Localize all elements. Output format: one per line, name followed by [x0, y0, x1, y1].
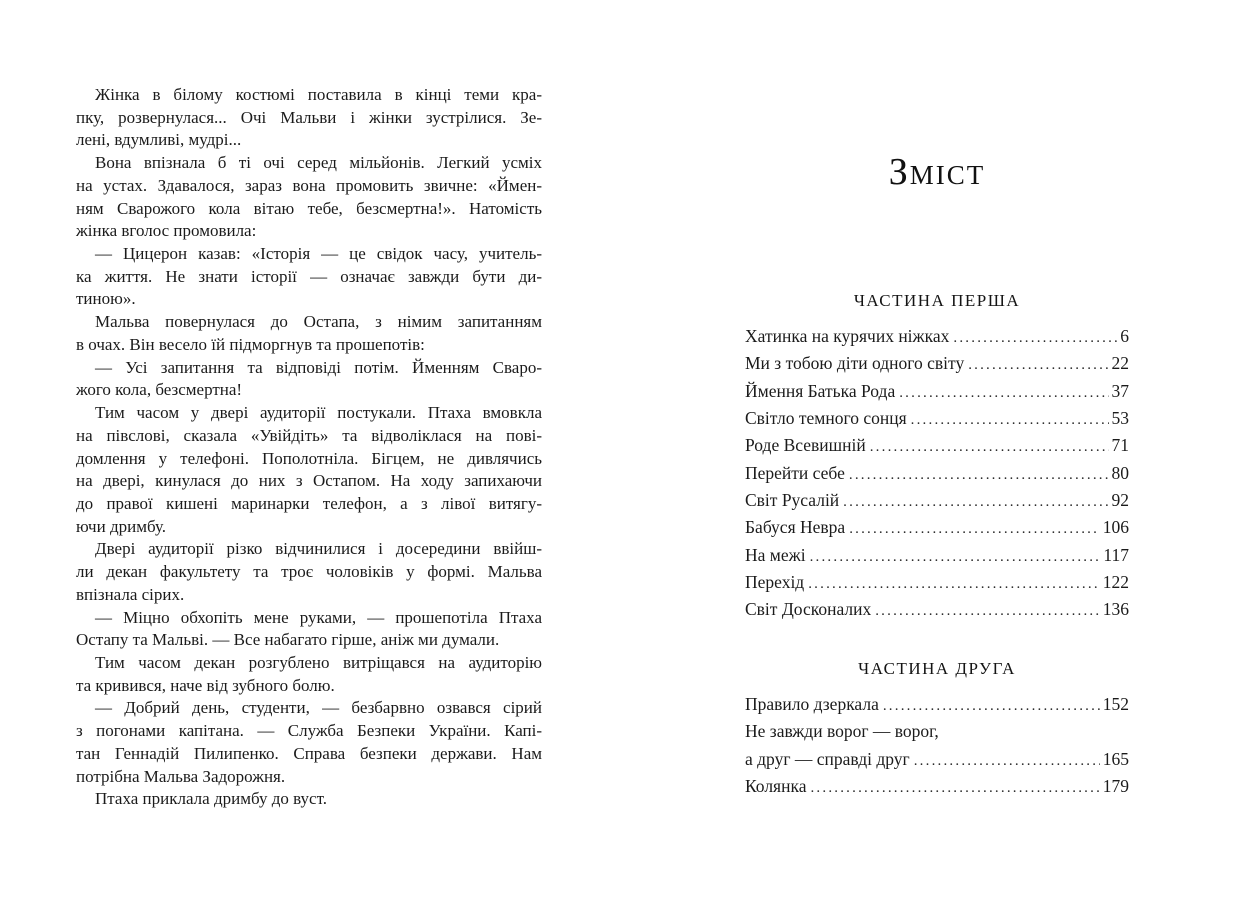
text-line: — Добрий день, студенти, — безбарвно озвався сірий — [95, 698, 542, 718]
text-line: впізнала сірих. — [76, 584, 185, 604]
text-line: ням Сварожого кола вітаю тебе, безсмертна!». Натомість — [76, 198, 542, 218]
toc-entry — [745, 353, 1129, 380]
text-line: — Цицерон казав: «Історія — це свідок часу, учитель- — [95, 244, 542, 264]
dot-leader — [849, 517, 1100, 538]
toc-entry — [745, 572, 1129, 599]
page-number: 122 — [1102, 572, 1129, 593]
toc-entry-title: Перехід — [745, 572, 805, 593]
text-line: Вона впізнала б ті очі серед мільйонів. Легкий усміх — [95, 153, 542, 173]
text-line: до правої кишені маринарки телефон, а з лівої витягу- — [76, 493, 542, 513]
page-number: 136 — [1102, 599, 1129, 620]
text-line: ли декан факультету та троє чоловіків у формі. Мальва — [76, 562, 542, 582]
toc-entry — [745, 599, 1129, 626]
text-line: та кривився, наче від зубного болю. — [76, 675, 335, 695]
text-line: Тим часом у двері аудиторії постукали. Птаха вмовкла — [95, 403, 542, 423]
left-page — [76, 84, 542, 811]
toc-entry-title: Світло темного сонця — [745, 408, 907, 429]
toc-entry — [745, 694, 1129, 721]
text-line: ючи дримбу. — [76, 516, 167, 536]
toc-entry — [745, 326, 1129, 353]
toc-entry — [745, 776, 1129, 803]
text-line: жого кола, безсмертна! — [76, 380, 243, 400]
toc-section — [745, 658, 1129, 803]
text-line: Птаха приклала дримбу до вуст. — [95, 789, 327, 809]
toc-entry — [745, 721, 1129, 748]
toc-entry-title: а друг — справді друг — [745, 748, 910, 769]
toc-entry — [745, 435, 1129, 462]
toc-section — [745, 290, 1129, 627]
toc-entry-title: Роде Всевишній — [745, 435, 866, 456]
page-number: 71 — [1111, 435, 1129, 456]
text-line: Двері аудиторії різко відчинилися і досередини ввійш- — [95, 539, 542, 559]
text-line: на устах. Здавалося, зараз вона промовить звичне: «Ймен- — [76, 175, 542, 195]
text-line: з погонами капітана. — Служба Безпеки України. Капі- — [76, 721, 542, 741]
text-line: пку, розвернулася... Очі Мальви і жінки зустрілися. Зе- — [76, 107, 542, 127]
text-line: на півслові, сказала «Увійдіть» та відволіклася на пові- — [76, 425, 542, 445]
page-number: 179 — [1102, 776, 1129, 797]
toc-entry — [745, 517, 1129, 544]
page-number: 6 — [1120, 326, 1129, 346]
text-line: потрібна Мальва Задорожня. — [76, 766, 286, 786]
toc-entry-title: Перейти себе — [745, 462, 845, 483]
page-number: 37 — [1111, 380, 1129, 401]
text-line: Жінка в білому костюмі поставила в кінці теми кра- — [95, 85, 542, 104]
text-line: тан Геннадій Пилипенко. Справа безпеки держави. Нам — [76, 743, 542, 763]
text-line: на двері, кинулася до них з Остапом. На ходу запихаючи — [76, 471, 542, 491]
dot-leader — [843, 490, 1108, 511]
toc-entry — [745, 463, 1129, 490]
dot-leader — [953, 326, 1117, 347]
toc-entry-title: Правило дзеркала — [745, 694, 879, 714]
dot-leader — [875, 599, 1100, 620]
text-line: Мальва повернулася до Остапа, з німим запитанням — [95, 312, 542, 332]
text-line: жінка вголос промовила: — [76, 221, 257, 241]
toc-part-heading: ЧАСТИНА ДРУГА — [858, 659, 1016, 678]
toc-entry — [745, 490, 1129, 517]
dot-leader — [883, 694, 1100, 715]
text-line: тиною». — [76, 289, 136, 309]
text-line: ка життя. Не знати історії — означає завжди бути ди- — [76, 266, 542, 286]
toc-entry — [745, 408, 1129, 435]
toc-entry-title: Колянка — [745, 776, 807, 797]
page-number: 22 — [1111, 353, 1129, 374]
right-page — [745, 0, 1129, 903]
page-number: 80 — [1111, 462, 1129, 483]
text-line: — Міцно обхопіть мене руками, — прошепотіла Птаха — [95, 607, 542, 627]
toc-entry — [745, 749, 1129, 776]
dot-leader — [810, 776, 1099, 797]
page-number: 53 — [1111, 408, 1129, 429]
toc-part-heading: ЧАСТИНА ПЕРША — [853, 291, 1021, 310]
dot-leader — [914, 749, 1100, 770]
dot-leader — [911, 408, 1109, 429]
dot-leader — [849, 463, 1109, 484]
page-number: 92 — [1111, 490, 1129, 511]
text-line: — Усі запитання та відповіді потім. Йменням Сваро- — [95, 357, 542, 377]
text-line: Тим часом декан розгублено витріщався на аудиторію — [95, 652, 542, 672]
dot-leader — [870, 435, 1109, 456]
text-line: Остапу та Мальві. — Все набагато гірше, аніж ми думали. — [76, 630, 500, 650]
page-number: 106 — [1102, 517, 1129, 538]
toc-entry — [745, 381, 1129, 408]
toc-entry-title: Світ Досконалих — [745, 599, 872, 620]
text-line: в очах. Він весело їй підморгнув та прошепотів: — [76, 334, 425, 354]
toc-entry-title: Не завжди ворог — ворог, — [745, 721, 939, 742]
dot-leader — [810, 545, 1101, 566]
toc-entry-title: Ймення Батька Рода — [745, 380, 896, 401]
toc-entry-title: Бабуся Невра — [745, 517, 846, 538]
page-number: 152 — [1102, 694, 1129, 714]
dot-leader — [808, 572, 1100, 593]
toc-entry-title: Світ Русалій — [745, 490, 840, 511]
toc-entry-title: Хатинка на курячих ніжках — [745, 326, 950, 346]
toc-title: Зміст — [888, 151, 986, 193]
text-line: домлення у телефоні. Пополотніла. Бігцем, не дивлячись — [76, 448, 542, 468]
page-number: 117 — [1103, 544, 1129, 565]
dot-leader — [899, 381, 1108, 402]
text-line: лені, вдумливі, мудрі... — [76, 130, 242, 150]
page-number: 165 — [1102, 748, 1129, 769]
dot-leader — [968, 353, 1108, 374]
toc-entry-title: На межі — [745, 544, 806, 565]
toc-entry — [745, 545, 1129, 572]
toc-entry-title: Ми з тобою діти одного світу — [745, 353, 965, 374]
